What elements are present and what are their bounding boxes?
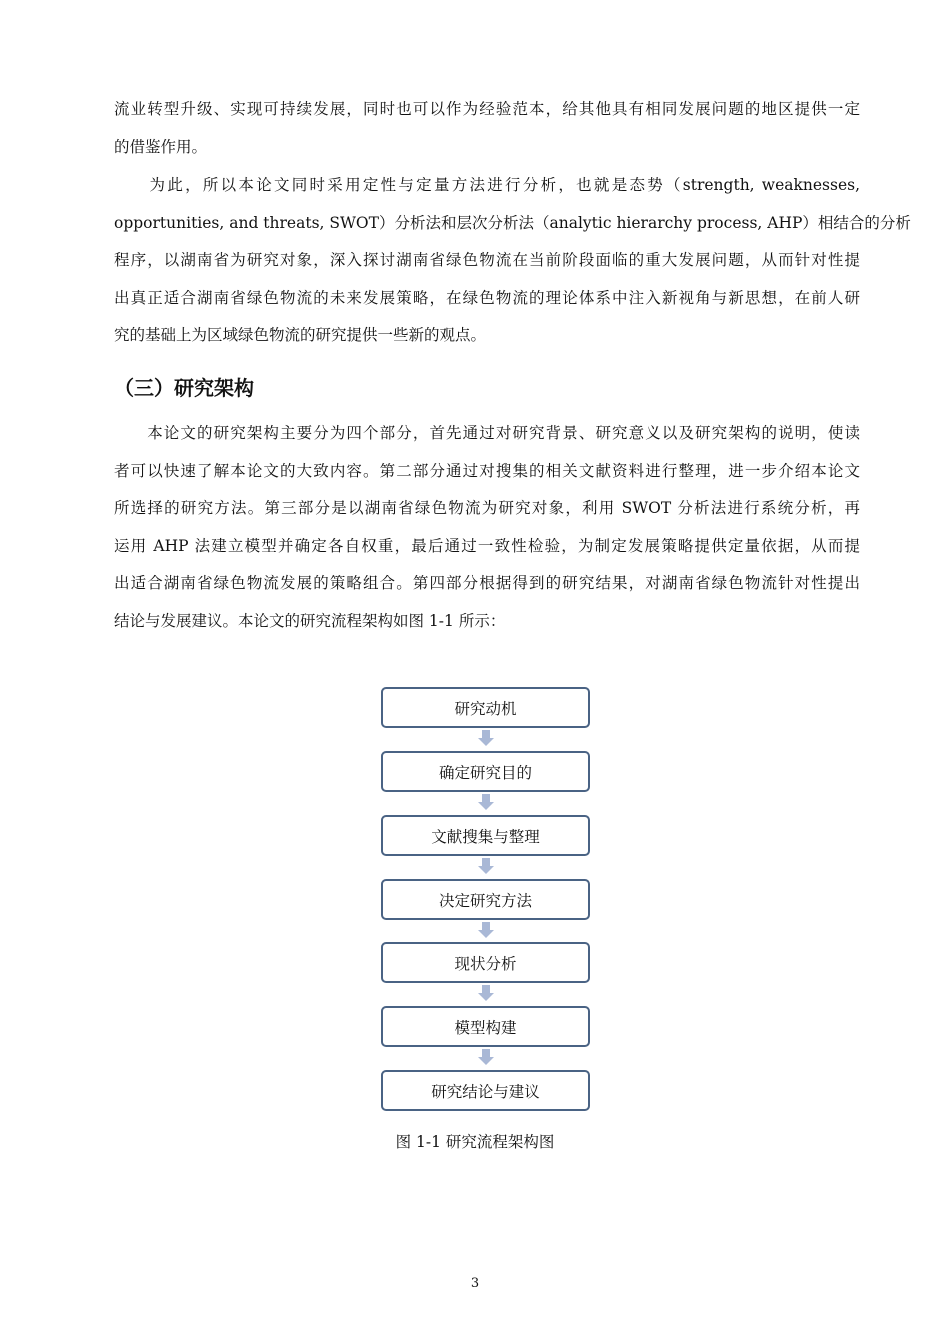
down-arrow-icon	[478, 858, 494, 874]
text-line: 究的基础上为区域绿色物流的研究提供一些新的观点。	[114, 326, 487, 345]
text-line: 流业转型升级、实现可持续发展，同时也可以作为经验范本，给其他具有相同发展问题的地区提供一定	[114, 100, 860, 118]
paragraph-methodology	[114, 167, 911, 355]
down-arrow-icon	[478, 985, 494, 1001]
page-number: 3	[470, 1276, 480, 1291]
text-line: 的借鉴作用。	[114, 137, 208, 156]
flow-step-conclusions: 研究结论与建议	[381, 1070, 590, 1111]
down-arrow-icon	[478, 794, 494, 810]
text-line: 程序，以湖南省为研究对象，深入探讨湖南省绿色物流在当前阶段面临的重大发展问题，从而针对性提	[114, 251, 860, 270]
text-line: 本论文的研究架构主要分为四个部分，首先通过对研究背景、研究意义以及研究架构的说明，使读	[114, 424, 860, 442]
down-arrow-icon	[478, 1049, 494, 1065]
text-line: opportunities, and threats, SWOT）分析法和层次分析法（analytic hierarchy process, AHP）相结合的分析	[114, 213, 911, 232]
text-line: 结论与发展建议。本论文的研究流程架构如图 1-1 所示：	[114, 611, 506, 630]
flow-step-model-building: 模型构建	[381, 1006, 590, 1047]
section-heading: （三）研究架构	[114, 376, 254, 400]
text-line: 为此，所以本论文同时采用定性与定量方法进行分析，也就是态势（strength, weaknesses,	[114, 176, 860, 194]
flow-step-status-analysis: 现状分析	[381, 942, 590, 983]
paragraph-research-structure	[114, 415, 860, 641]
text-line: 出适合湖南省绿色物流发展的策略组合。第四部分根据得到的研究结果，对湖南省绿色物流针对性提出	[114, 574, 860, 593]
flow-step-literature-review: 文献搜集与整理	[381, 815, 590, 856]
figure-caption: 图 1-1 研究流程架构图	[395, 1133, 555, 1151]
down-arrow-icon	[478, 730, 494, 746]
text-line: 所选择的研究方法。第三部分是以湖南省绿色物流为研究对象，利用 SWOT 分析法进行系统分析，再	[114, 499, 860, 518]
flow-step-choose-method: 决定研究方法	[381, 879, 590, 920]
text-line: 者可以快速了解本论文的大致内容。第二部分通过对搜集的相关文献资料进行整理，进一步介绍本论文	[114, 461, 860, 480]
text-line: 出真正适合湖南省绿色物流的未来发展策略，在绿色物流的理论体系中注入新视角与新思想，在前人研	[114, 288, 860, 307]
paragraph-intro-continuation	[114, 91, 860, 166]
flow-step-research-motivation: 研究动机	[381, 687, 590, 728]
text-line: 运用 AHP 法建立模型并确定各自权重，最后通过一致性检验，为制定发展策略提供定量依据，从而提	[114, 536, 860, 555]
flow-step-define-objectives: 确定研究目的	[381, 751, 590, 792]
down-arrow-icon	[478, 922, 494, 938]
